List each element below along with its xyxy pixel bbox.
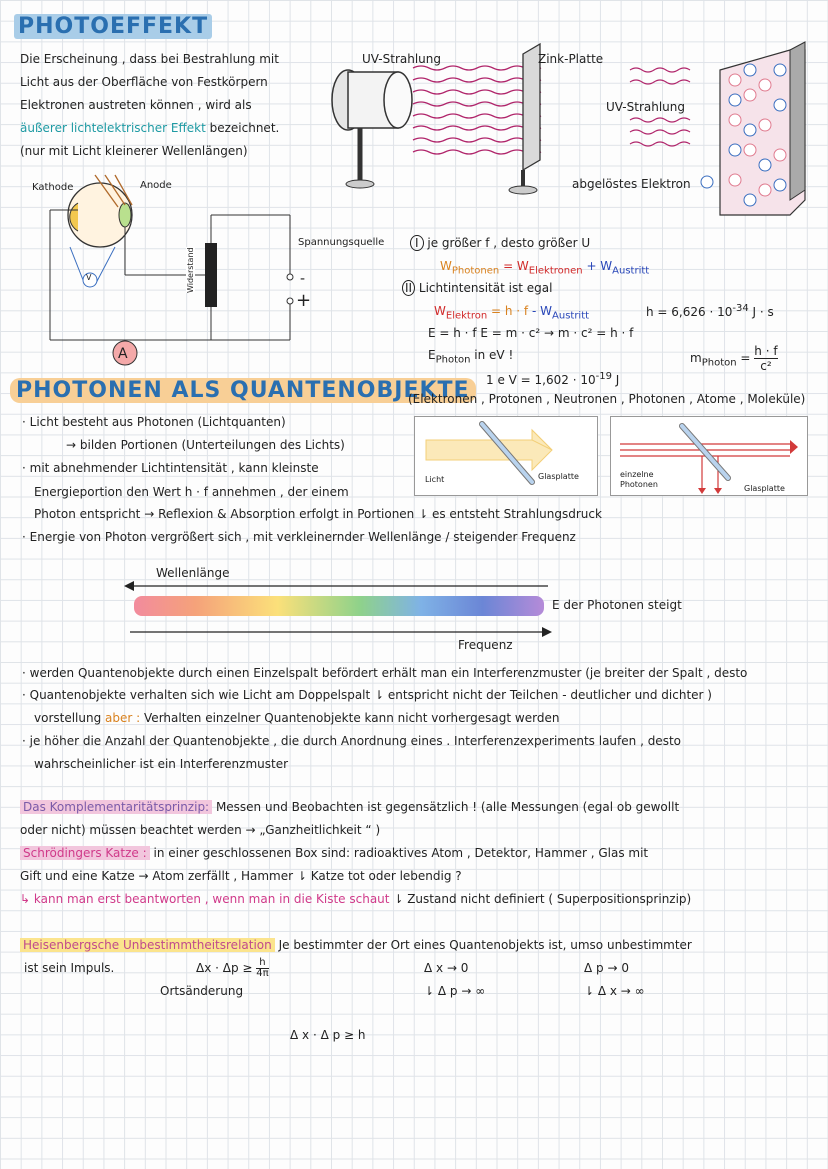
heisenberg-case-2a: Δ p → 0	[584, 961, 629, 975]
heisenberg-relation: Δx · Δp ≥ $\frac{h}{4\pi}$	[196, 957, 269, 979]
interferenz-line-1: · werden Quantenobjekte durch einen Einzelspalt befördert erhält man ein Interferenzmuster (je breiter der Spalt , desto	[22, 666, 748, 680]
label-energie-steigt: E der Photonen steigt	[552, 598, 682, 612]
heisenberg-case-1b: ⇂ Δ p → ∞	[424, 984, 486, 998]
interferenz-line-2: · Quantenobjekte verhalten sich wie Licht am Doppelspalt ⇂ entspricht nicht der Teilchen - deutlicher und dichter )	[22, 688, 712, 702]
label-frequenz: Frequenz	[458, 638, 513, 652]
intro-line-3: Elektronen austreten können , wird als	[20, 98, 252, 112]
intro-note: (nur mit Licht kleinerer Wellenlängen)	[20, 144, 248, 158]
schroedinger-line-2: Gift und eine Katze → Atom zerfällt , Hammer ⇂ Katze tot oder lebendig ?	[20, 869, 462, 883]
label-ampere: A	[118, 346, 128, 362]
heisenberg-line-2: ist sein Impuls.	[24, 961, 115, 975]
schroedinger-line-1: Schrödingers Katze : in einer geschlossenen Box sind: radioaktives Atom , Detektor, Hammer , Glas mit	[20, 842, 648, 864]
label-uv-strahlung-2: UV-Strahlung	[606, 100, 685, 114]
title-quantenobjekte: PHOTONEN ALS QUANTENOBJEKTE	[10, 378, 476, 403]
komplementaritaet-line-1: Das Komplementaritätsprinzip: Messen und Beobachten ist gegensätzlich ! (alle Messungen (egal ob gewollt	[20, 796, 679, 818]
glass-plate-light-diagram	[414, 416, 598, 496]
schroedinger-title: Schrödingers Katze :	[20, 846, 150, 860]
bullet-intensitaet-2: Energieportion den Wert h · f annehmen , der einem	[34, 485, 349, 499]
intro-line-4: äußerer lichtelektrischer Effekt bezeichnet.	[20, 121, 280, 135]
bullet-strahlungsdruck: Photon entspricht → Reflexion & Absorption erfolgt in Portionen ⇂ es entsteht Strahlungsdruck	[34, 507, 602, 521]
planck-constant: $h = 6,626 \cdot 10^{-34}$ J · s	[646, 303, 774, 319]
interferenz-line-4: · je höher die Anzahl der Quantenobjekte , die durch Anordnung eines . Interferenzexperiments laufen , desto	[22, 734, 681, 748]
intro-line-2: Licht aus der Oberfläche von Festkörpern	[20, 75, 268, 89]
bullet-photonen: · Licht besteht aus Photonen (Lichtquanten)	[22, 415, 286, 429]
komplementaritaet-title: Das Komplementaritätsprinzip:	[20, 800, 212, 814]
label-plus: +	[296, 290, 312, 311]
photon-mass: $m_{Photon}$ = $\frac{h \cdot f}{\text{c²}}$	[690, 344, 778, 373]
schroedinger-line-3: ↳ kann man erst beantworten , wenn man in die Kiste schaut ⇂ Zustand nicht definiert ( Superpositionsprinzip)	[20, 892, 692, 906]
electronvolt-conversion: 1 e $V = 1,602 \cdot 10^{-19}$ J	[486, 371, 620, 387]
photocell-circuit	[30, 165, 330, 375]
heisenberg-case-1a: Δ x → 0	[424, 961, 469, 975]
intro-line-1: Die Erscheinung , dass bei Bestrahlung mit	[20, 52, 279, 66]
label-widerstand: Widerstand	[186, 247, 195, 293]
label-minus: -	[300, 271, 306, 287]
law-1: I je größer f , desto größer U	[410, 232, 590, 254]
photon-energy-unit: $E_{Photon}$ in eV !	[428, 348, 514, 366]
interferenz-line-5: wahrscheinlicher ist ein Interferenzmuster	[34, 757, 289, 771]
label-einzelne-photonen: einzelne Photonen	[620, 470, 658, 489]
label-ortsaenderung: Ortsänderung	[160, 984, 244, 998]
title-photoeffekt: PHOTOEFFEKT	[14, 14, 212, 39]
law-2: II Lichtintensität ist egal	[402, 277, 552, 299]
intro-highlight: äußerer lichtelektrischer Effekt	[20, 121, 206, 135]
heisenberg-line-1: Heisenbergsche Unbestimmtheitsrelation Je bestimmter der Ort eines Quantenobjekts ist, umso unbestimmter	[20, 934, 692, 956]
label-uv-strahlung: UV-Strahlung	[362, 52, 441, 66]
label-kathode: Kathode	[32, 182, 74, 193]
label-glasplatte-2: Glasplatte	[744, 484, 785, 493]
label-anode: Anode	[140, 180, 172, 191]
label-spannungsquelle: Spannungsquelle	[298, 237, 385, 248]
bullet-intensitaet: · mit abnehmender Lichtintensität , kann kleinste	[22, 461, 319, 475]
heisenberg-final: Δ x · Δ p ≥ h	[290, 1028, 366, 1042]
label-volt: V	[86, 273, 92, 282]
energy-mass-equation: E = h · f E = m · c² → m · c² = h · f	[428, 326, 634, 340]
heisenberg-title: Heisenbergsche Unbestimmtheitsrelation	[20, 938, 275, 952]
label-abgeloestes-elektron: abgelöstes Elektron	[572, 177, 691, 191]
law-2-equation: $W_{Elektron} = h \cdot f - W_{Austritt}$	[434, 304, 590, 322]
label-glasplatte-1: Glasplatte	[538, 472, 579, 481]
quantenobjekte-list: (Elektronen , Protonen , Neutronen , Photonen , Atome , Moleküle)	[408, 392, 806, 406]
law-1-equation: $W_{Photonen} = W_{Elektronen} + W_{Austritt}$	[440, 259, 650, 277]
heisenberg-case-2b: ⇂ Δ x → ∞	[584, 984, 645, 998]
label-zink-platte: Zink-Platte	[538, 52, 604, 66]
bullet-energie: · Energie von Photon vergrößert sich , mit verkleinernder Wellenlänge / steigender Frequenz	[22, 530, 576, 544]
bullet-portionen: → bilden Portionen (Unterteilungen des Lichts)	[66, 438, 345, 452]
interferenz-line-3: vorstellung aber : Verhalten einzelner Quantenobjekte kann nicht vorhergesagt werden	[34, 711, 560, 725]
komplementaritaet-line-2: oder nicht) müssen beachtet werden → „Ganzheitlichkeit “ )	[20, 823, 381, 837]
label-licht: Licht	[425, 475, 445, 484]
label-wellenlaenge: Wellenlänge	[156, 566, 230, 580]
zinc-plate-diagram	[600, 40, 820, 220]
